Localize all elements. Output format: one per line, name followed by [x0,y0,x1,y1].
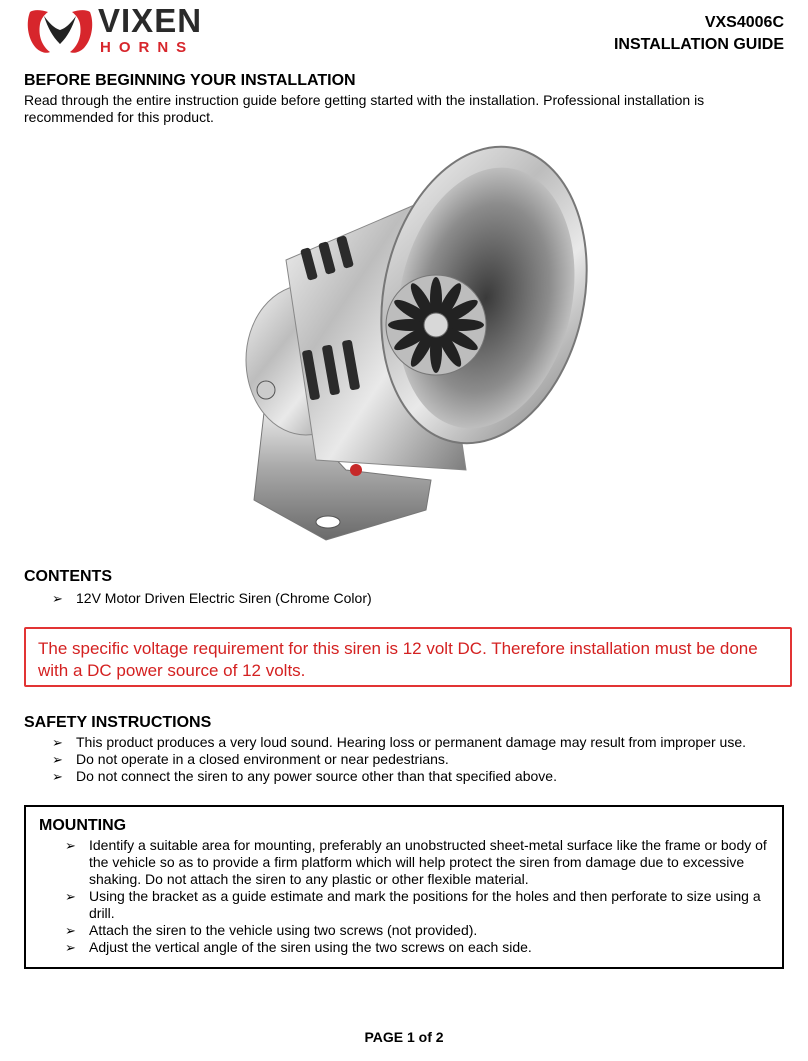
list-item: ➢ This product produces a very loud sound. Hearing loss or permanent damage may result from improper use. [52,734,746,750]
mounting-heading: MOUNTING [39,817,127,834]
arrow-bullet-icon: ➢ [52,735,63,750]
arrow-bullet-icon: ➢ [65,923,76,938]
product-image [226,140,592,562]
document-header [614,12,784,56]
mounting-section [24,805,784,969]
intro-heading: BEFORE BEGINNING YOUR INSTALLATION [24,72,356,89]
list-item: ➢ Identify a suitable area for mounting, preferably an unobstructed sheet-metal surface like the frame or body of the vehicle so as to provide a firm platform which will help protect the siren from damage due to excessive shaking. Do not attach the siren to any plastic or other flexible material. [65,837,767,887]
arrow-bullet-icon: ➢ [52,769,63,784]
intro-section [24,72,764,126]
document-title: INSTALLATION GUIDE [613,36,784,53]
logo-subtext: HORNS [100,39,195,56]
list-item: ➢ 12V Motor Driven Electric Siren (Chrome Color) [52,590,372,606]
model-number: VXS4006C [704,14,784,31]
mounting-list [39,837,774,956]
list-item: ➢ Do not operate in a closed environment or near pedestrians. [52,751,449,767]
safety-heading: SAFETY INSTRUCTIONS [24,714,212,731]
page-number: PAGE 1 of 2 [364,1029,444,1045]
siren-illustration-icon [226,140,592,562]
brand-logo [24,2,246,60]
vixen-horns-logo-icon [24,2,246,60]
list-item: ➢ Attach the siren to the vehicle using two screws (not provided). [65,922,478,938]
list-item: ➢ Adjust the vertical angle of the siren using the two screws on each side. [65,939,532,955]
voltage-warning-box [24,627,792,687]
safety-list [24,734,784,785]
arrow-bullet-icon: ➢ [65,838,76,853]
intro-text: Read through the entire instruction guide before getting started with the installation. Professional installation is recommended for this product. [24,92,705,125]
contents-heading: CONTENTS [24,568,112,585]
arrow-bullet-icon: ➢ [65,889,76,904]
logo-wordmark: VIXEN [98,2,203,39]
arrow-bullet-icon: ➢ [52,752,63,767]
voltage-warning-text: The specific voltage requirement for this siren is 12 volt DC. Therefore installation must be done with a DC power source of 12 volts. [38,639,758,680]
arrow-bullet-icon: ➢ [52,591,63,606]
contents-section [24,568,764,607]
contents-list [24,590,764,607]
arrow-bullet-icon: ➢ [65,940,76,955]
list-item: ➢ Using the bracket as a guide estimate and mark the positions for the holes and then perforate to size using a drill. [65,888,761,921]
list-item: ➢ Do not connect the siren to any power source other than that specified above. [52,768,557,784]
safety-section [24,714,784,785]
